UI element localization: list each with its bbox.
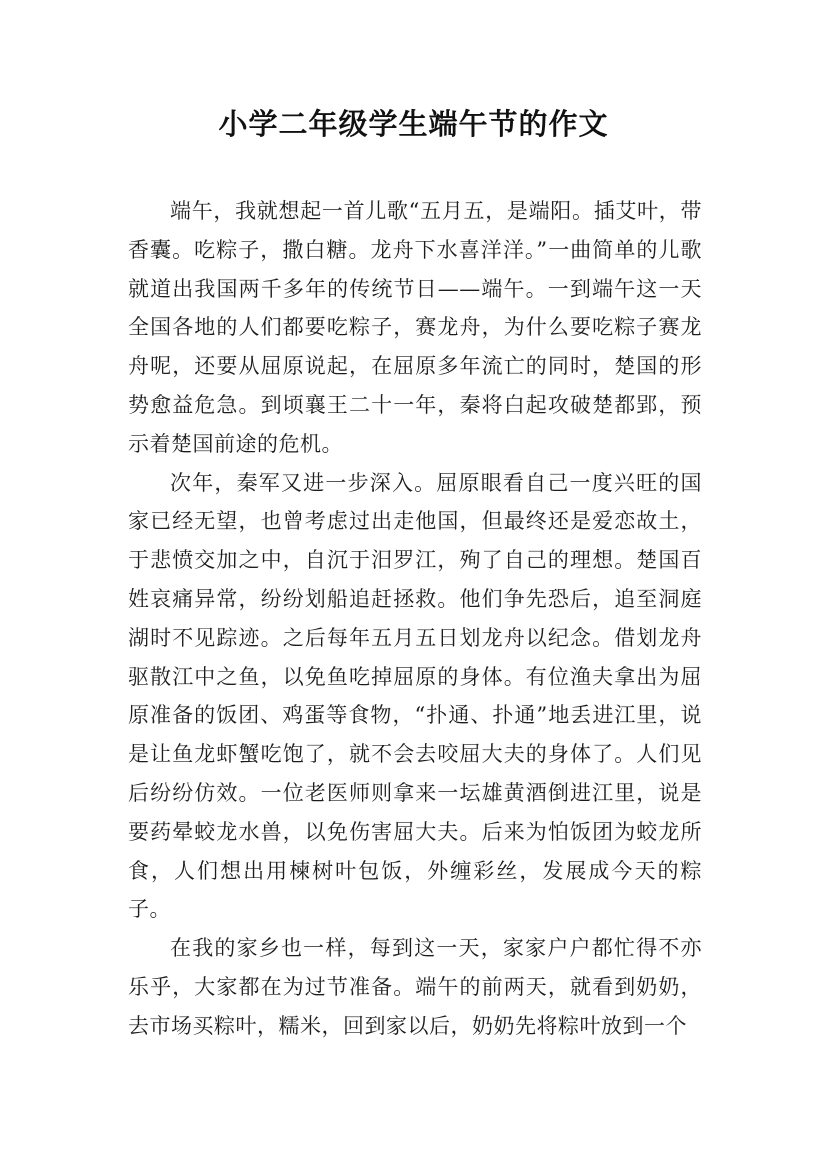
document-body [128, 192, 702, 1046]
document-title: 小学二年级学生端午节的作文 [218, 107, 609, 141]
paragraph-1: 端午，我就想起一首儿歌“五月五，是端阳。插艾叶，带香囊。吃粽子，撒白糖。龙舟下水喜洋洋。”一曲简单的儿歌就道出我国两千多年的传统节日——端午。一到端午这一天全国各地的人们都要吃粽子，赛龙舟，为什么要吃粽子赛龙舟呢，还要从屈原说起，在屈原多年流亡的同时，楚国的形势愈益危急。到顷襄王二十一年，秦将白起攻破楚都郢，预示着楚国前途的危机。 [128, 199, 702, 456]
paragraph-3: 在我的家乡也一样，每到这一天，家家户户都忙得不亦乐乎，大家都在为过节准备。端午的前两天，就看到奶奶，去市场买粽叶，糯米，回到家以后，奶奶先将粽叶放到一个 [128, 936, 702, 1038]
paragraph-2: 次年，秦军又进一步深入。屈原眼看自己一度兴旺的国家已经无望，也曾考虑过出走他国，但最终还是爱恋故土，于悲愤交加之中，自沉于汨罗江，殉了自己的理想。楚国百姓哀痛异常，纷纷划船追赶拯救。他们争先恐后，追至洞庭湖时不见踪迹。之后每年五月五日划龙舟以纪念。借划龙舟驱散江中之鱼，以免鱼吃掉屈原的身体。有位渔夫拿出为屈原准备的饭团、鸡蛋等食物，“扑通、扑通”地丢进江里，说是让鱼龙虾蟹吃饱了，就不会去咬屈大夫的身体了。人们见后纷纷仿效。一位老医师则拿来一坛雄黄酒倒进江里，说是要药晕蛟龙水兽，以免伤害屈大夫。后来为怕饭团为蛟龙所食，人们想出用楝树叶包饭，外缠彩丝，发展成今天的粽子。 [128, 470, 702, 922]
